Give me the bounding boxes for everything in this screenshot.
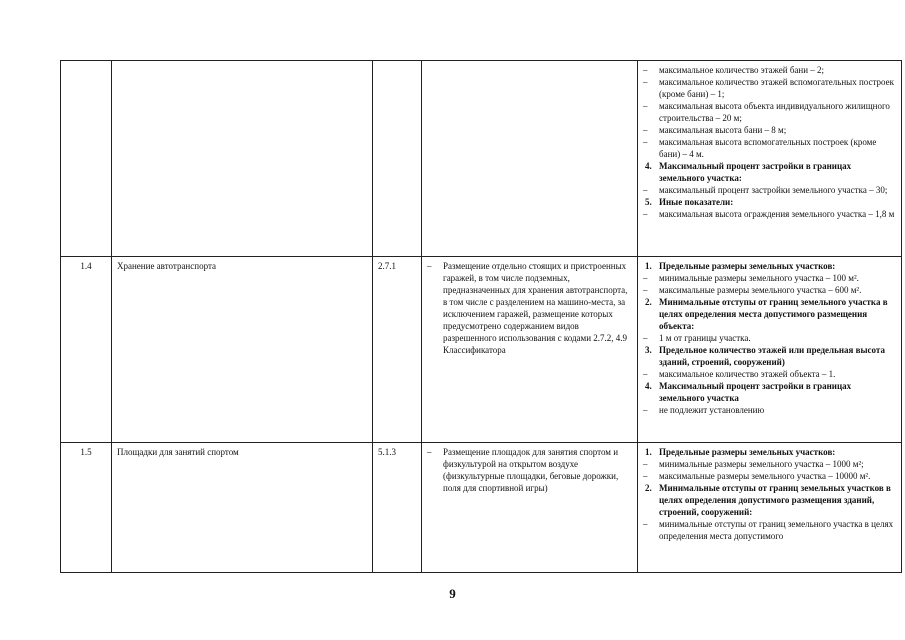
dash-marker: – xyxy=(427,447,432,457)
regulation-table xyxy=(60,60,902,573)
param-heading xyxy=(643,196,896,208)
dash-marker: – xyxy=(643,273,648,283)
param-heading-number: 3. xyxy=(645,345,652,355)
param-item xyxy=(643,332,896,344)
use-description-cell xyxy=(422,61,638,257)
dash-marker: – xyxy=(643,285,648,295)
param-heading xyxy=(643,160,896,184)
param-heading-number: 5. xyxy=(645,197,652,207)
param-item xyxy=(643,208,896,220)
dash-marker: – xyxy=(643,369,648,379)
use-code: 2.7.1 xyxy=(373,257,422,443)
param-heading xyxy=(643,482,896,518)
use-name: Площадки для занятий спортом xyxy=(112,443,373,573)
dash-marker: – xyxy=(643,65,648,75)
dash-marker: – xyxy=(643,471,648,481)
param-text: минимальные размеры земельного участка – 100 м². xyxy=(659,273,859,283)
params-cell xyxy=(638,257,902,443)
dash-marker: – xyxy=(427,261,432,271)
use-name xyxy=(112,61,373,257)
param-item xyxy=(643,470,896,482)
param-item xyxy=(643,184,896,196)
param-heading-number: 1. xyxy=(645,447,652,457)
param-text: максимальное количество этажей вспомогательных построек (кроме бани) – 1; xyxy=(659,77,895,99)
use-description-cell xyxy=(422,443,638,573)
dash-marker: – xyxy=(643,459,648,469)
param-item xyxy=(643,76,896,100)
row-number xyxy=(61,61,112,257)
param-item xyxy=(643,124,896,136)
param-item xyxy=(643,272,896,284)
param-text: максимальная высота вспомогательных построек (кроме бани) – 4 м. xyxy=(659,137,877,159)
param-item xyxy=(643,404,896,416)
param-item xyxy=(643,458,896,470)
list-item xyxy=(427,446,632,494)
use-name: Хранение автотранспорта xyxy=(112,257,373,443)
params-cell xyxy=(638,443,902,573)
table-row xyxy=(61,257,902,443)
row-number: 1.5 xyxy=(61,443,112,573)
param-text: Иные показатели: xyxy=(659,197,734,207)
param-text: Предельные размеры земельных участков: xyxy=(659,261,836,271)
param-text: максимальная высота объекта индивидуального жилищного строительства – 20 м; xyxy=(659,101,890,123)
param-heading xyxy=(643,446,896,458)
param-text: Предельные размеры земельных участков: xyxy=(659,447,836,457)
param-text: Максимальный процент застройки в границах земельного участка: xyxy=(659,161,852,183)
row-number: 1.4 xyxy=(61,257,112,443)
param-text: максимальное количество этажей объекта – 1. xyxy=(659,369,836,379)
param-text: максимальная высота ограждения земельного участка – 1,8 м xyxy=(659,209,895,219)
param-text: максимальные размеры земельного участка – 600 м². xyxy=(659,285,862,295)
param-text: Предельное количество этажей или предельная высота зданий, строений, сооружений) xyxy=(659,345,885,367)
param-heading xyxy=(643,380,896,404)
param-text: Минимальные отступы от границ земельного участка в целях определения места допустимого размещения объекта: xyxy=(659,297,888,331)
param-heading-number: 4. xyxy=(645,381,652,391)
param-text: максимальная высота бани – 8 м; xyxy=(659,125,787,135)
use-description: Размещение площадок для занятия спортом и физкультурой на открытом воздухе (физкультурные площадки, беговые дорожки, поля для спортивной игры) xyxy=(443,447,619,493)
param-item xyxy=(643,368,896,380)
param-text: максимальное количество этажей бани – 2; xyxy=(659,65,825,75)
param-text: Минимальные отступы от границ земельных участков в целях определения допустимого размещения зданий, строений, сооружений: xyxy=(659,483,891,517)
param-item xyxy=(643,64,896,76)
param-heading xyxy=(643,344,896,368)
param-heading xyxy=(643,260,896,272)
dash-marker: – xyxy=(643,333,648,343)
use-code: 5.1.3 xyxy=(373,443,422,573)
page-number: 9 xyxy=(449,586,456,601)
param-item xyxy=(643,518,896,542)
use-description-cell xyxy=(422,257,638,443)
dash-marker: – xyxy=(643,77,648,87)
param-heading-number: 2. xyxy=(645,483,652,493)
param-text: максимальный процент застройки земельного участка – 30; xyxy=(659,185,888,195)
params-cell xyxy=(638,61,902,257)
param-heading-number: 2. xyxy=(645,297,652,307)
dash-marker: – xyxy=(643,101,648,111)
use-description: Размещение отдельно стоящих и пристроенных гаражей, в том числе подземных, предназначенных для хранения автотранспорта, в том числе с разделением на машино-места, за исключением гаражей, размещение которых предусмотрено содержанием видов разрешенного использования с кодами 2.7.2, 4.9 Классификатора xyxy=(443,261,628,355)
param-text: минимальные отступы от границ земельного участка в целях определения места допустимого xyxy=(659,519,894,541)
param-text: не подлежит установлению xyxy=(659,405,765,415)
param-item xyxy=(643,136,896,160)
dash-marker: – xyxy=(643,405,648,415)
dash-marker: – xyxy=(643,519,648,529)
dash-marker: – xyxy=(643,185,648,195)
dash-marker: – xyxy=(643,125,648,135)
dash-marker: – xyxy=(643,137,648,147)
param-heading-number: 1. xyxy=(645,261,652,271)
param-text: Максимальный процент застройки в границах земельного участка xyxy=(659,381,852,403)
table-row xyxy=(61,443,902,573)
param-text: минимальные размеры земельного участка – 1000 м²; xyxy=(659,459,864,469)
use-code xyxy=(373,61,422,257)
list-item xyxy=(427,260,632,356)
table-row xyxy=(61,61,902,257)
dash-marker: – xyxy=(643,209,648,219)
param-item xyxy=(643,284,896,296)
param-text: максимальные размеры земельного участка – 10000 м². xyxy=(659,471,871,481)
param-heading-number: 4. xyxy=(645,161,652,171)
param-text: 1 м от границы участка. xyxy=(659,333,751,343)
param-item xyxy=(643,100,896,124)
param-heading xyxy=(643,296,896,332)
